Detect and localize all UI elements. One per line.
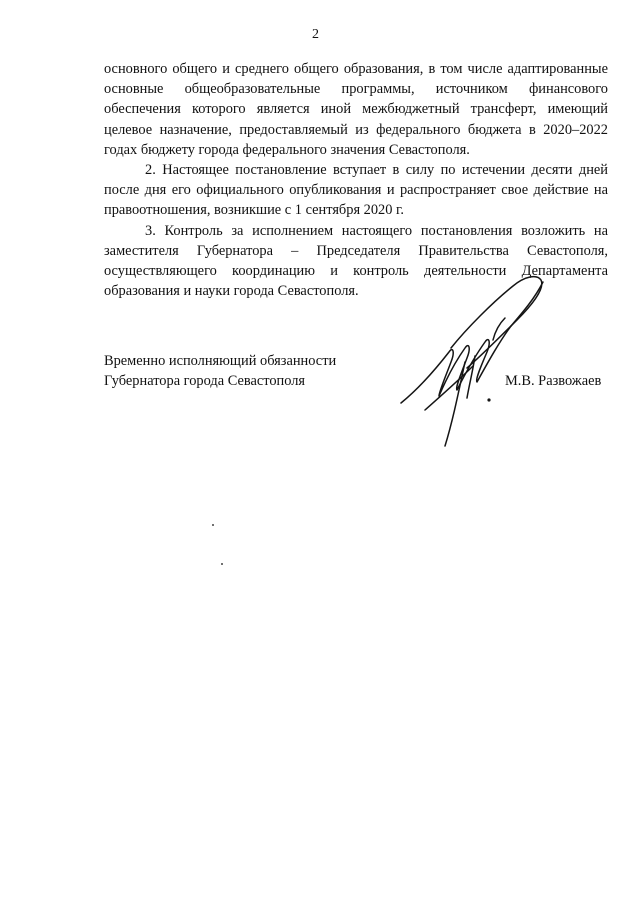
paragraph-item-3: 3. Контроль за исполнением настоящего постановления возложить на заместителя Губернатора – Председателя Правительства Севастополя, осуществляющего координацию и контроль деятельности Департамента образования и науки города Севастополя. bbox=[104, 222, 608, 300]
scan-speck bbox=[212, 524, 214, 526]
signatory-title-line-2: Губернатора города Севастополя bbox=[104, 373, 306, 389]
scan-speck bbox=[221, 563, 223, 565]
signatory-name: М.В. Развожаев bbox=[505, 373, 602, 389]
document-body bbox=[104, 59, 608, 301]
handwritten-signature-icon bbox=[395, 270, 555, 455]
signatory-title-line-1: Временно исполняющий обязанности bbox=[104, 353, 337, 369]
paragraph-continuation: основного общего и среднего общего образования, в том числе адаптированные основные общеобразовательные программы, источником финансового обеспечения которого является иной межбюджетный трансферт, имеющий целевое назначение, предоставляемый из федерального бюджета в 2020–2022 годах бюджету города федерального значения Севастополя. bbox=[104, 61, 608, 158]
signatory-title bbox=[104, 351, 336, 391]
page-number: 2 bbox=[312, 27, 319, 42]
paragraph-item-2: 2. Настоящее постановление вступает в силу по истечении десяти дней после дня его официального опубликования и распространяет свое действие на правоотношения, возникшие с 1 сентября 2020 г. bbox=[104, 162, 608, 219]
